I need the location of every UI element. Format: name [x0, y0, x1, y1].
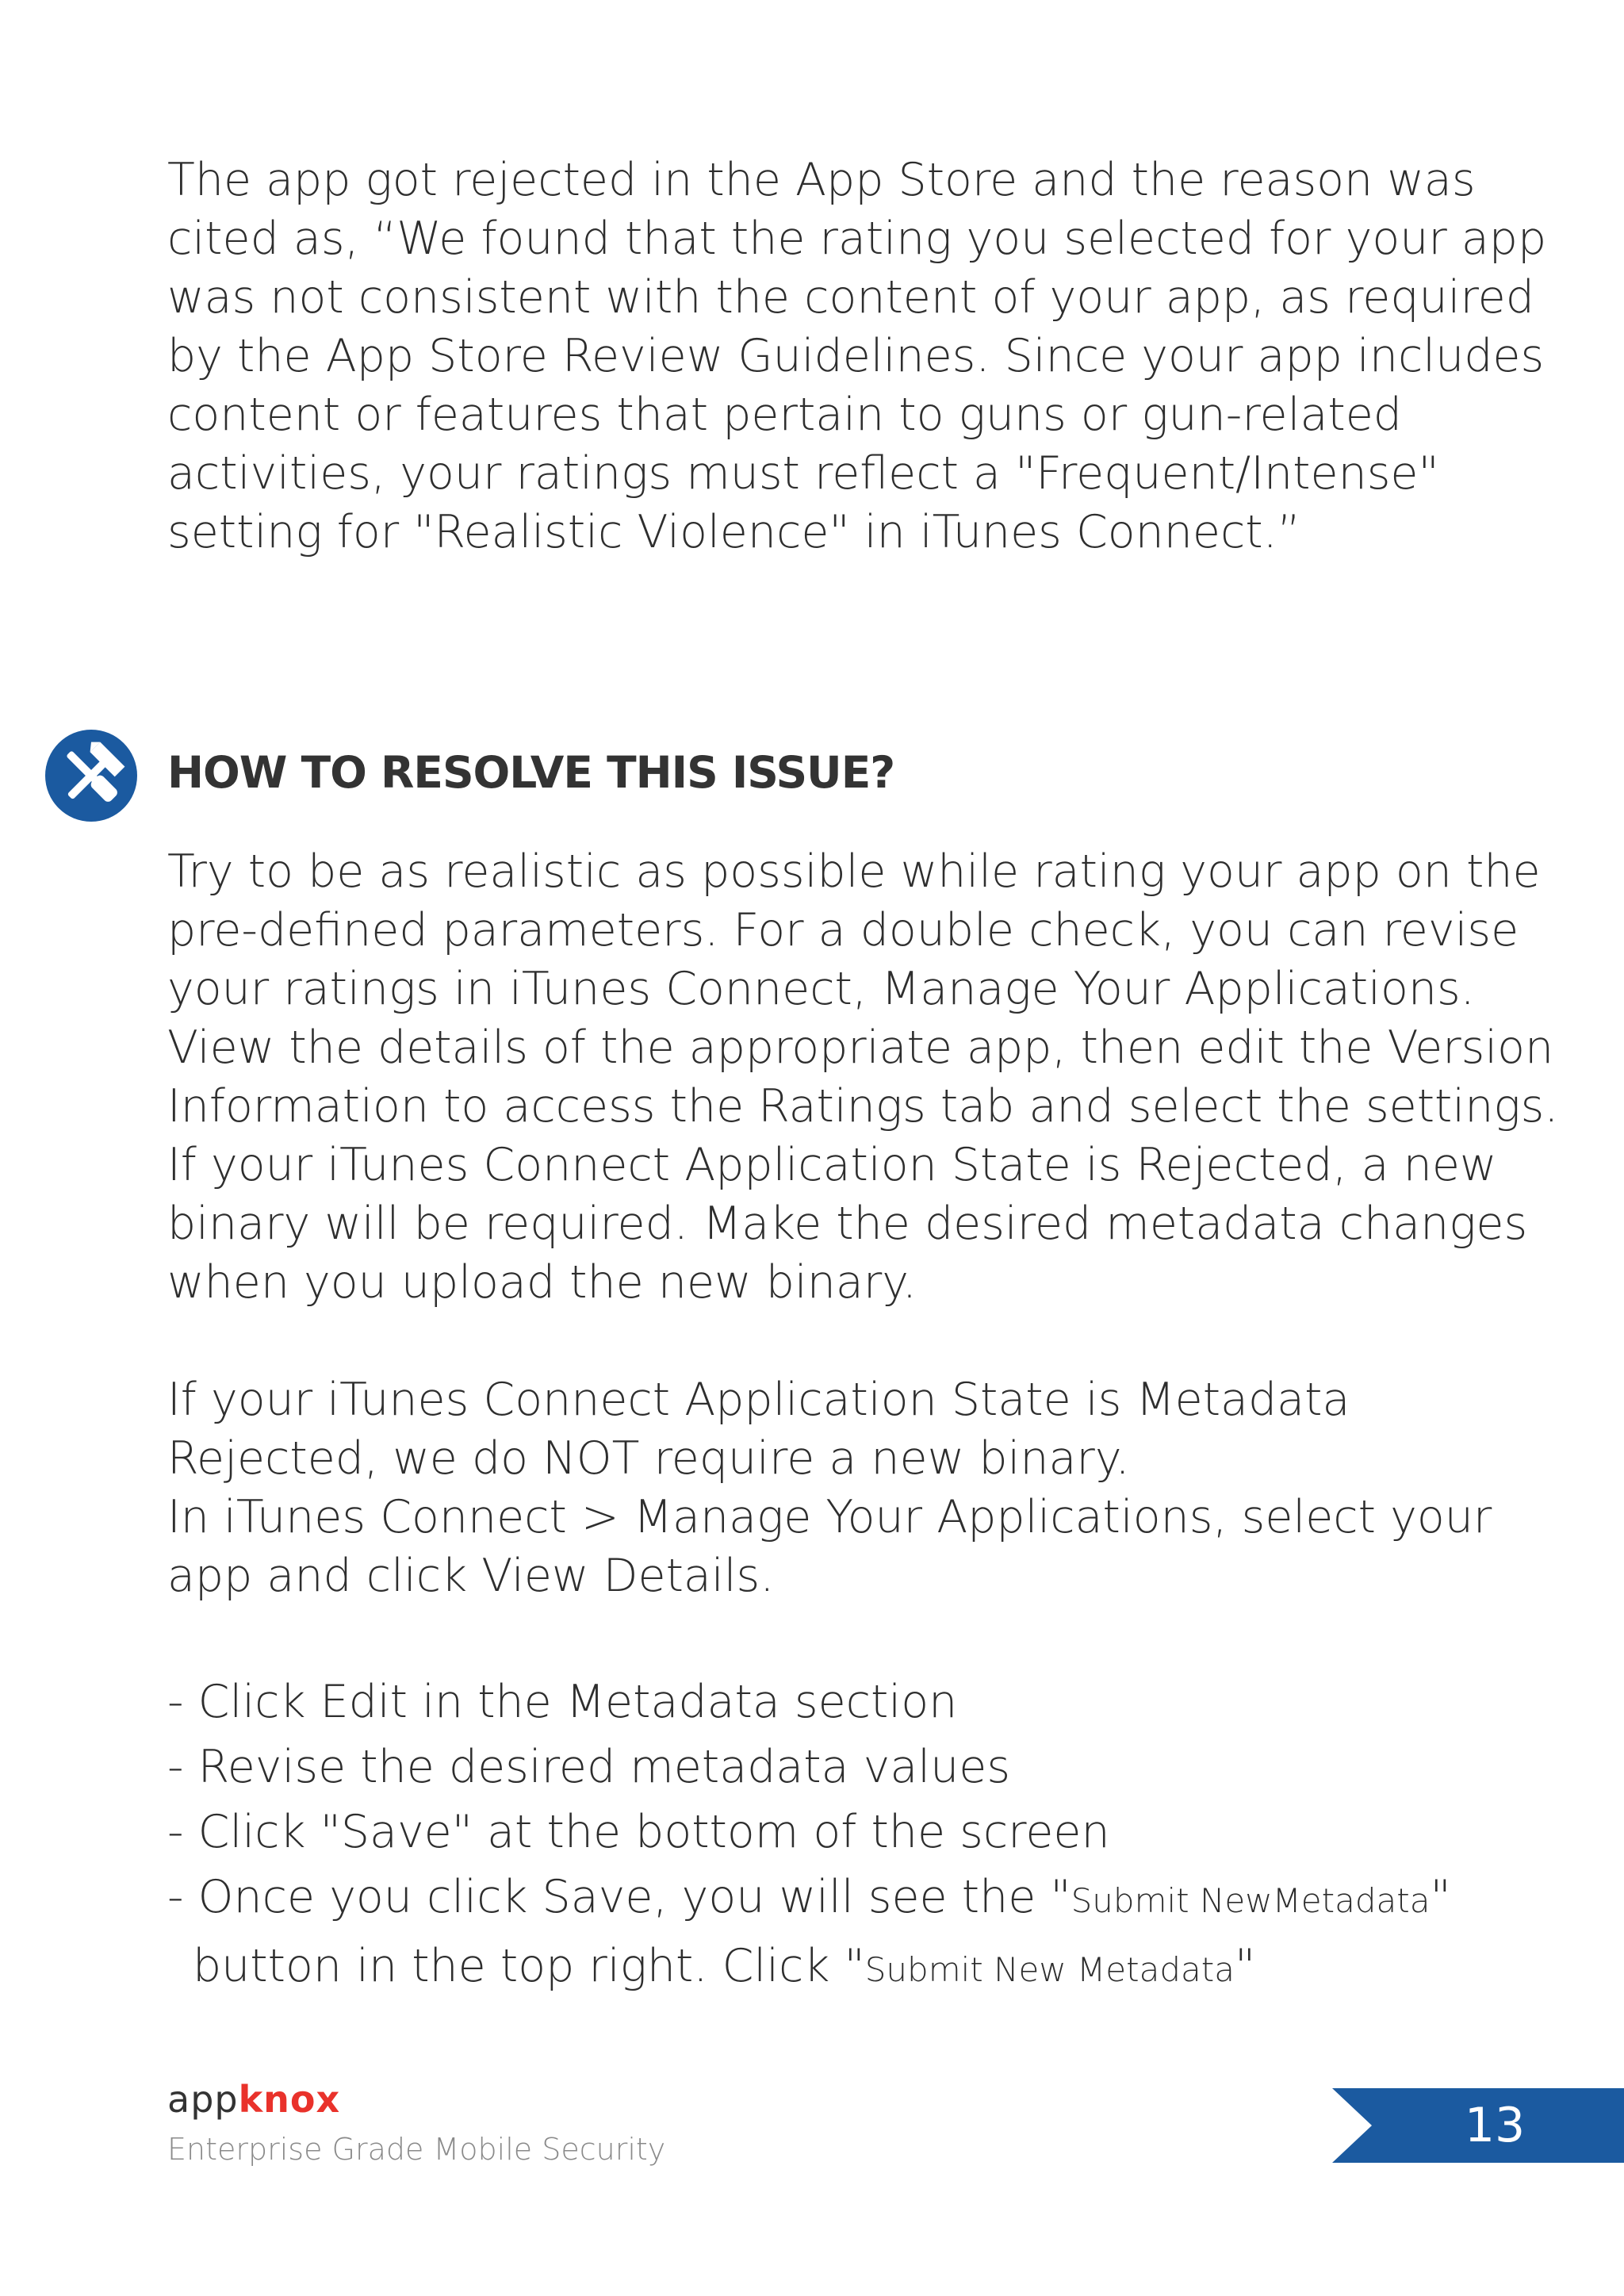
- resolve-line: If your iTunes Connect Application State is Metadata: [167, 1374, 1350, 1426]
- intro-line: activities, your ratings must reflect a "Frequent/Intense": [167, 447, 1439, 500]
- section-heading: HOW TO RESOLVE THIS ISSUE?: [167, 747, 895, 798]
- page-number: 13: [1464, 2098, 1526, 2153]
- resolve-line: when you upload the new binary.: [167, 1256, 917, 1309]
- resolve-line: In iTunes Connect > Manage Your Applications, select your: [167, 1491, 1492, 1543]
- brand-logo-knox: knox: [238, 2078, 341, 2121]
- resolve-line: View the details of the appropriate app, then edit the Version: [167, 1022, 1554, 1074]
- step-item: [167, 1934, 1563, 2003]
- step-item: - Click Edit in the Metadata section: [167, 1676, 958, 1728]
- step-button-name: Submit NewMetadata: [1071, 1881, 1431, 1920]
- resolve-body: [167, 842, 1563, 1605]
- resolve-line: Try to be as realistic as possible while rating your app on the: [167, 845, 1541, 898]
- intro-paragraph: [167, 151, 1563, 562]
- intro-line: cited as, “We found that the rating you selected for your app: [167, 213, 1547, 265]
- step-text: ": [1430, 1871, 1451, 1923]
- brand-tagline: Enterprise Grade Mobile Security: [167, 2132, 666, 2167]
- resolve-line: Rejected, we do NOT require a new binary.: [167, 1432, 1130, 1485]
- resolve-line: app and click View Details.: [167, 1550, 775, 1602]
- intro-line: The app got rejected in the App Store and the reason was: [167, 154, 1476, 206]
- step-text: - Once you click Save, you will see the ": [167, 1871, 1071, 1923]
- resolve-line: If your iTunes Connect Application State is Rejected, a new: [167, 1139, 1497, 1191]
- resolve-line: Information to access the Ratings tab and select the settings.: [167, 1080, 1559, 1133]
- resolve-paragraph: [167, 1370, 1563, 1605]
- step-button-name: Submit New Metadata: [864, 1950, 1235, 1989]
- intro-line: content or features that pertain to guns or gun-related: [167, 389, 1402, 441]
- intro-line: setting for "Realistic Violence" in iTunes Connect.”: [167, 506, 1301, 558]
- brand-logo-app: app: [167, 2078, 239, 2121]
- step-item: - Click "Save" at the bottom of the screen: [167, 1806, 1110, 1858]
- step-text: button in the top right. Click ": [193, 1940, 865, 1992]
- resolve-paragraph: [167, 842, 1563, 1312]
- steps-list: [167, 1669, 1563, 2003]
- step-text: ": [1234, 1940, 1256, 1992]
- brand-logo: [167, 2078, 340, 2121]
- resolve-line: pre-defined parameters. For a double check, you can revise: [167, 904, 1519, 956]
- step-item: - Revise the desired metadata values: [167, 1741, 1011, 1793]
- resolve-line: your ratings in iTunes Connect, Manage Your Applications.: [167, 963, 1475, 1015]
- intro-line: by the App Store Review Guidelines. Since your app includes: [167, 330, 1545, 382]
- resolve-line: binary will be required. Make the desired metadata changes: [167, 1198, 1528, 1250]
- step-item: [167, 1865, 1563, 1934]
- tools-icon: [44, 728, 139, 823]
- intro-line: was not consistent with the content of your app, as required: [167, 271, 1534, 324]
